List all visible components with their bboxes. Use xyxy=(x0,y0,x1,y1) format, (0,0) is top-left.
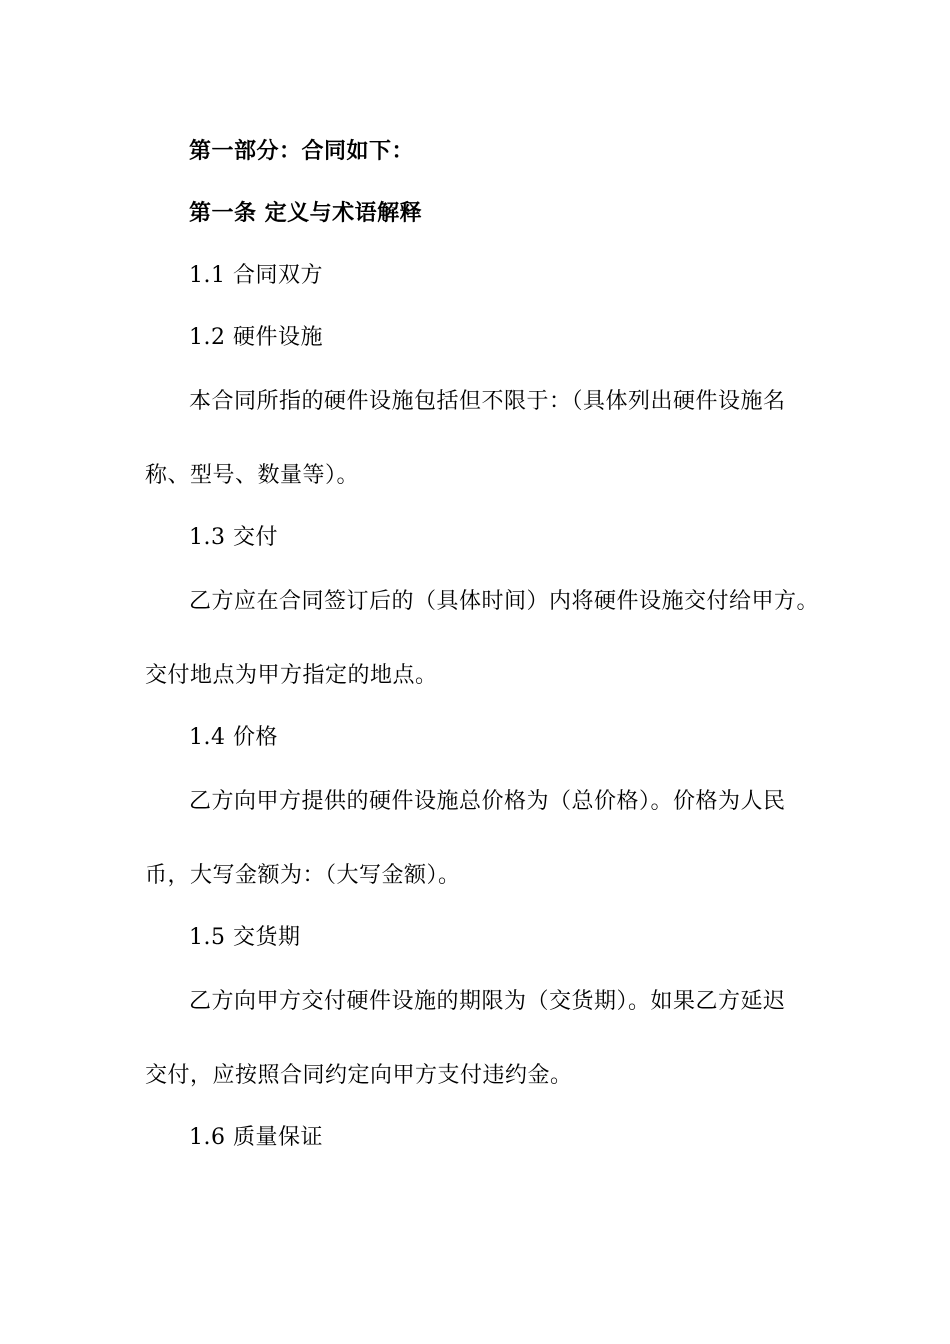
section-1-4-text-line-2: 币，大写金额为：（大写金额）。 xyxy=(145,863,461,888)
section-1-2-text-line-2: 称、型号、数量等）。 xyxy=(145,463,360,488)
section-1-3-heading: 1.3 交付 xyxy=(189,525,278,550)
part-heading: 第一部分：合同如下： xyxy=(189,139,415,164)
section-1-2-text-line-1: 本合同所指的硬件设施包括但不限于：（具体列出硬件设施名 xyxy=(189,389,786,414)
section-1-4-text-line-1: 乙方向甲方提供的硬件设施总价格为（总价格）。价格为人民 xyxy=(189,789,786,814)
section-1-2-heading: 1.2 硬件设施 xyxy=(189,325,323,350)
section-1-3-text-line-2: 交付地点为甲方指定的地点。 xyxy=(145,663,438,688)
section-1-6-heading: 1.6 质量保证 xyxy=(189,1125,323,1150)
section-1-5-text-line-1: 乙方向甲方交付硬件设施的期限为（交货期）。如果乙方延迟 xyxy=(189,989,786,1014)
article-heading: 第一条 定义与术语解释 xyxy=(189,201,423,226)
section-1-1-heading: 1.1 合同双方 xyxy=(189,263,323,288)
section-1-4-heading: 1.4 价格 xyxy=(189,725,278,750)
section-1-5-text-line-2: 交付，应按照合同约定向甲方支付违约金。 xyxy=(145,1063,573,1088)
section-1-5-heading: 1.5 交货期 xyxy=(189,925,301,950)
section-1-3-text-line-1: 乙方应在合同签订后的（具体时间）内将硬件设施交付给甲方。 xyxy=(189,589,820,614)
